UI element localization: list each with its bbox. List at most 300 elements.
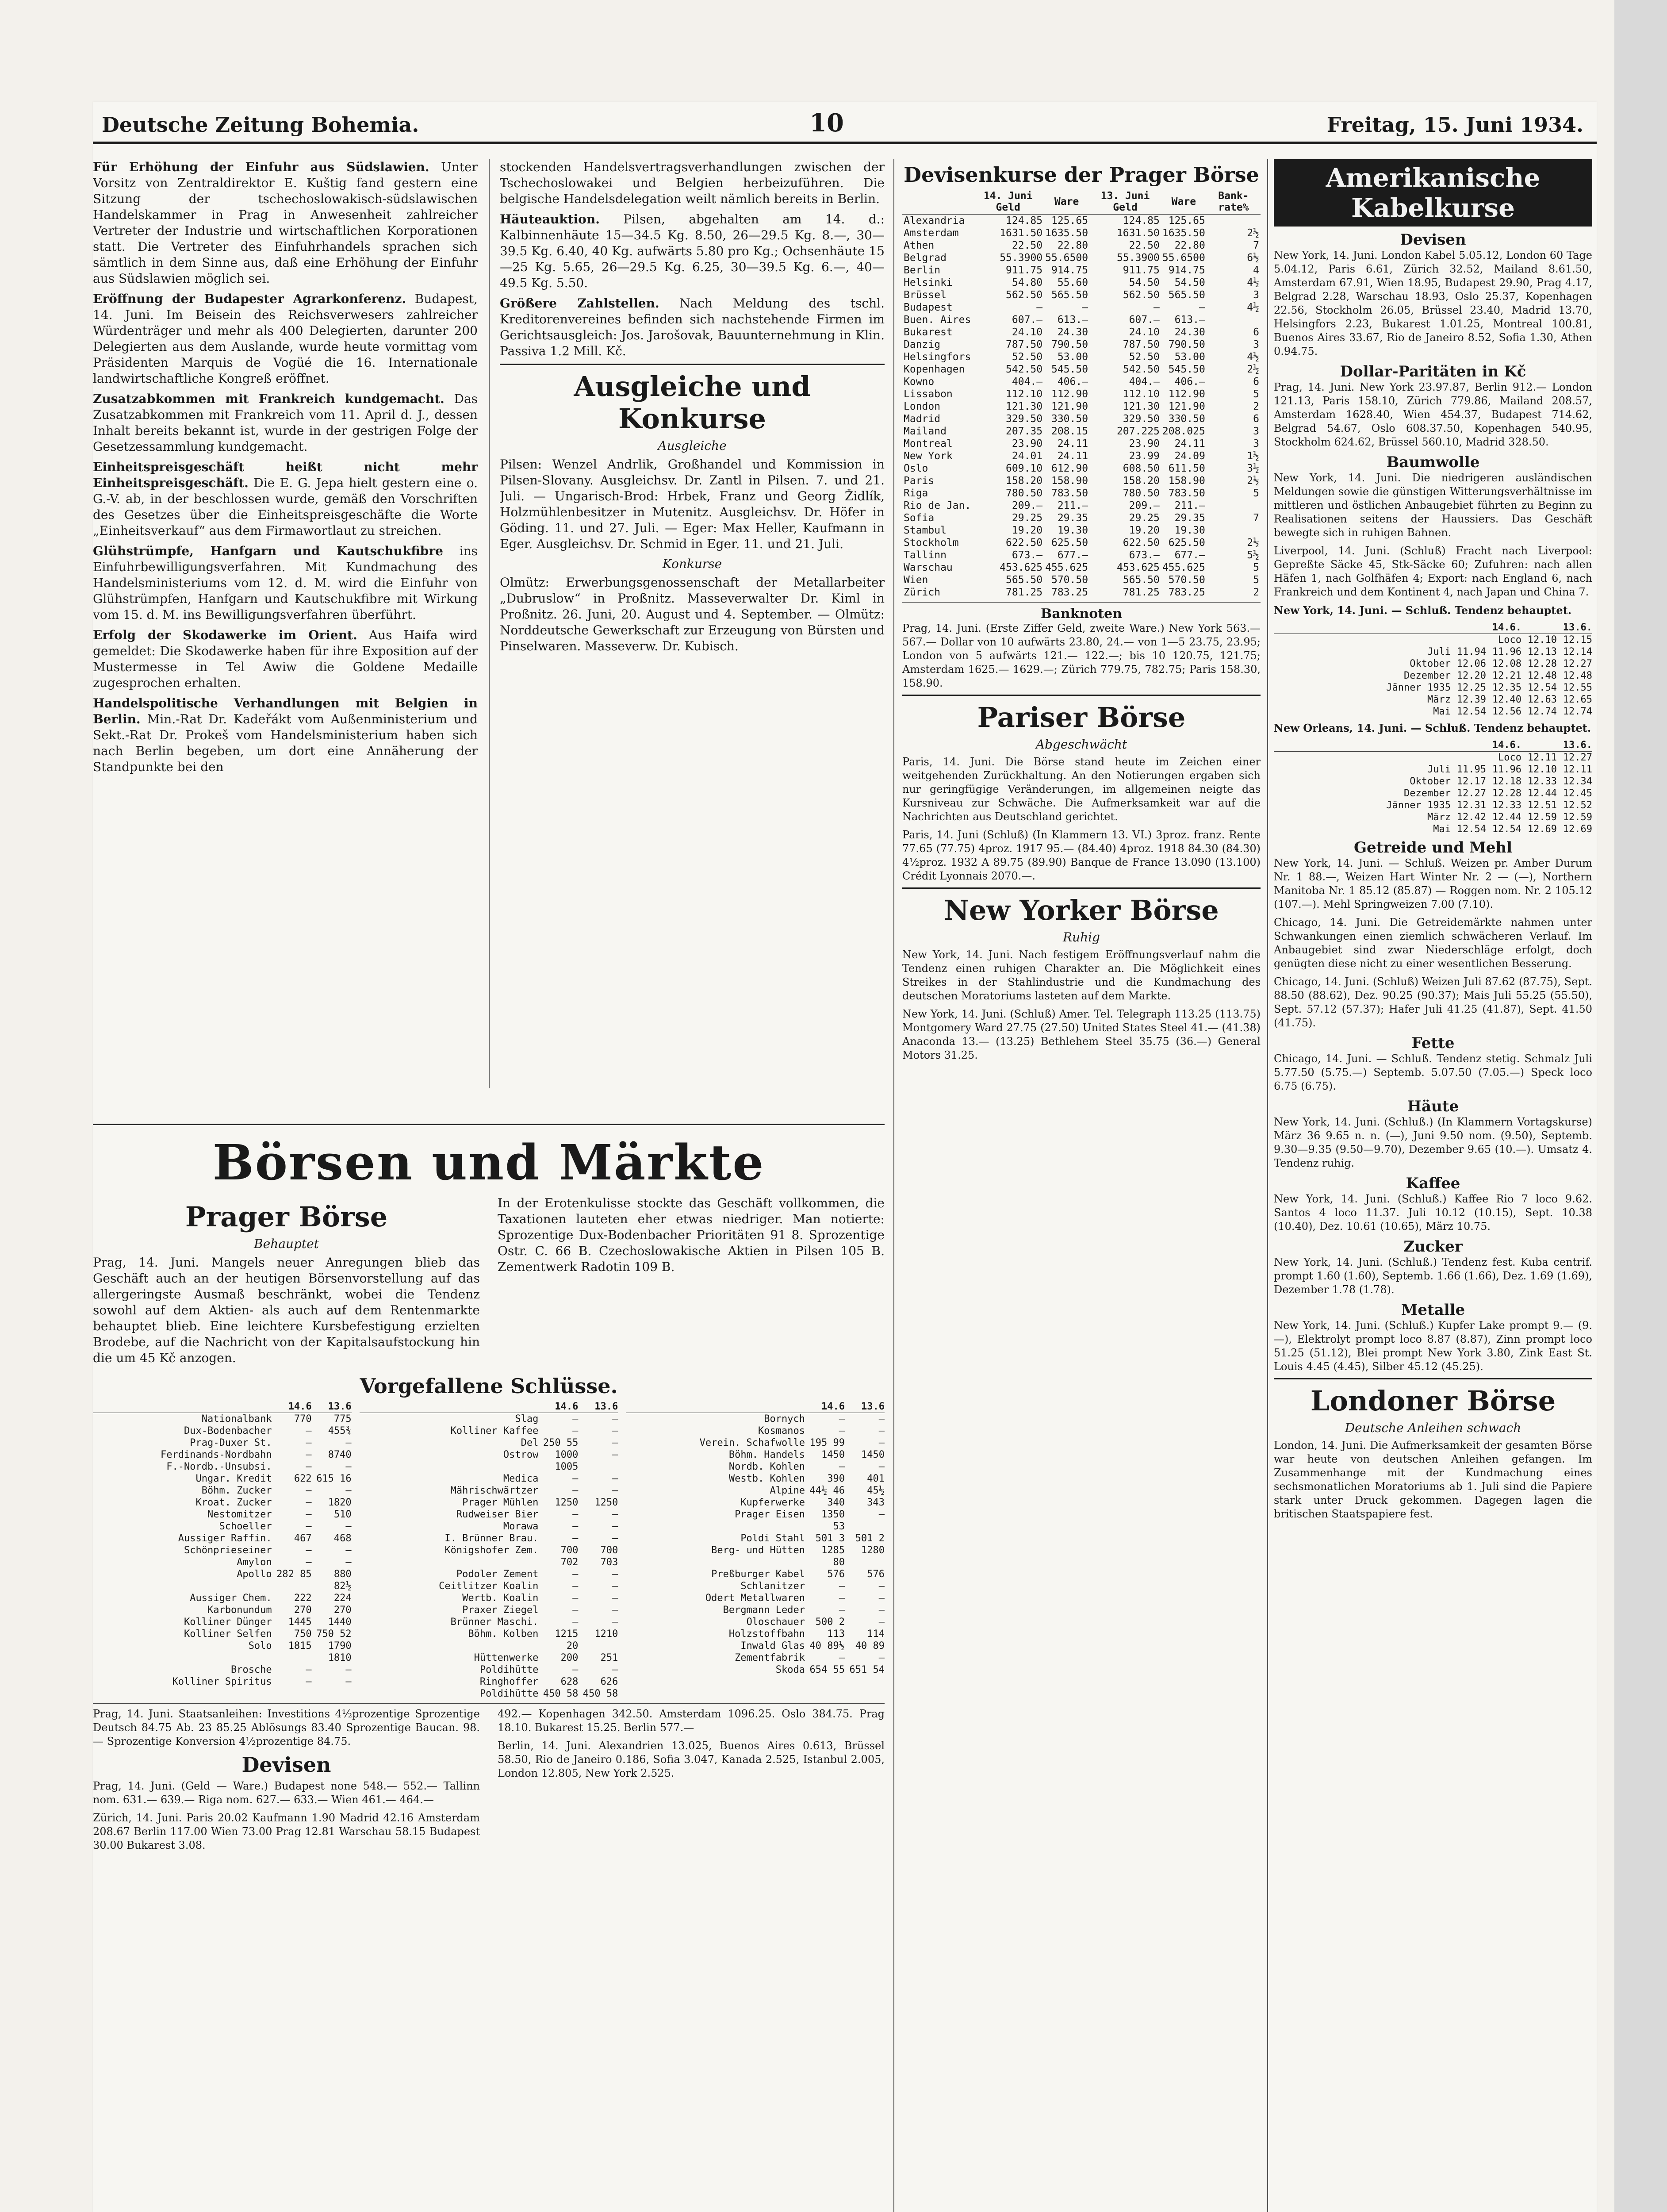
boersen-section xyxy=(93,1119,885,2212)
currency-label: Montreal xyxy=(904,438,953,449)
rate-cell: 781.25 xyxy=(1006,587,1043,598)
rate-cell: 545.50 xyxy=(1051,364,1088,375)
article-pariser-2: Paris, 14. Juni (Schluß) (In Klammern 13. VI.) 3proz. franz. Rente 77.65 (77.75) 4proz. 1917 95.— (84.40) 4proz. 1918 84.30 (84.30) 4½proz. 1932 A 89.75 (89.90) Banque de France 13.090 (13.100) Crédit Lyonnais 2070.—. xyxy=(902,829,1261,882)
trades-grid xyxy=(93,1401,885,1700)
rate-cell: 625.50 xyxy=(1051,537,1088,549)
table-row: Jänner 1935 12.25 12.35 12.54 12.55 xyxy=(1386,682,1592,693)
cotton-ny-label: New York, 14. Juni. — Schluß. Tendenz behauptet. xyxy=(1274,604,1572,617)
rate-cell: 112.10 xyxy=(1006,388,1043,400)
table-row: F.-Nordb.-Unsubsi. — — xyxy=(166,1461,352,1472)
article-devisen-zuerich: Zürich, 14. Juni. Paris 20.02 Kaufmann 1.90 Madrid 42.16 Amsterdam 208.67 Berlin 117.00 Wien 73.00 Prag 12.81 Warschau 58.15 Budapest 30.00 Bukarest 3.08. xyxy=(93,1812,480,1851)
article-devisen-misc: 492.— Kopenhagen 342.50. Amsterdam 1096.25. Oslo 384.75. Prag 18.10. Bukarest 15.25. Berlin 577.— xyxy=(498,1708,885,1734)
table-row xyxy=(902,549,1261,561)
article-newyorker-1: New York, 14. Juni. Nach festigem Eröffnungsverlauf nahm die Tendenz einen ruhigen Charakter an. Die Möglichkeit eines Streikes in der Stahlindustrie und die Kundmachung des deutschen Moratoriums lasteten auf dem Markte. xyxy=(902,949,1261,1002)
table-row: Loco 12.10 12.15 xyxy=(1498,634,1592,645)
rate-cell: 613.— xyxy=(1174,314,1205,326)
masthead: Deutsche Zeitung Bohemia. xyxy=(102,113,419,137)
rate-cell: 24.10 xyxy=(1012,326,1043,338)
rate-cell: 121.90 xyxy=(1168,401,1205,412)
table-row xyxy=(902,289,1261,301)
rate-cell: 542.50 xyxy=(1006,364,1043,375)
rate-cell: 208.025 xyxy=(1162,426,1205,437)
divider xyxy=(93,1124,885,1125)
column-header: 13. Juni Geld xyxy=(1089,189,1161,215)
trades-table-c xyxy=(626,1401,885,1700)
currency-label: Sofia xyxy=(904,512,935,524)
page-header xyxy=(93,102,1597,144)
currency-label: Helsinki xyxy=(904,277,953,288)
rate-cell: 781.25 xyxy=(1123,587,1160,598)
table-row: Nordb. Kohlen — — xyxy=(728,1461,885,1472)
rate-cell: 207.35 xyxy=(1006,426,1043,437)
rate-cell: 783.25 xyxy=(1168,587,1205,598)
article-frankreich: Zusatzabkommen mit Frankreich kundgemacht. Das Zusatzabkommen mit Frankreich vom 11. April d. J., dessen Inhalt bereits bekannt ist, wurde in der gestrigen Folge der Gesetzessammlung kundgemacht. xyxy=(93,392,478,454)
table-row: März 12.39 12.40 12.63 12.65 xyxy=(1427,694,1592,705)
subhead-kaffee: Kaffee xyxy=(1406,1175,1460,1192)
rate-cell: 914.75 xyxy=(1051,265,1088,276)
divider xyxy=(902,695,1261,696)
rate-cell: 453.625 xyxy=(1000,562,1043,573)
table-row xyxy=(902,425,1261,438)
rate-cell: 7 xyxy=(1253,240,1259,251)
rate-cell: 330.50 xyxy=(1168,413,1205,425)
table-row: März 12.42 12.44 12.59 12.59 xyxy=(1427,812,1592,823)
section-title-banknoten: Banknoten xyxy=(1041,606,1122,622)
table-row xyxy=(902,487,1261,499)
table-row: Mai 12.54 12.54 12.69 12.69 xyxy=(1433,824,1592,835)
currency-label: Kowno xyxy=(904,376,935,388)
rate-cell: 2 xyxy=(1253,587,1259,598)
table-row: Poldihütte — — xyxy=(479,1664,618,1675)
article-zucker: New York, 14. Juni. (Schluß.) Tendenz fest. Kuba centrif. prompt 1.60 (1.60), Septemb. 1.66 (1.66), Dez. 1.69 (1.69), Dezember 1.78 (1.78). xyxy=(1274,1256,1592,1296)
article-konkurse: Olmütz: Erwerbungsgenossenschaft der Metallarbeiter „Dubruslow“ in Proßnitz. Masseverwalter Dr. Kiml in Proßnitz. 26. Juni, 20. August und 4. September. — Olmütz: Norddeutsche Gewerkschaft zur Erzeugung von Bürsten und Pinselwaren. Masseverw. Dr. Kubisch. xyxy=(500,575,885,653)
rate-cell: 24.30 xyxy=(1057,326,1088,338)
table-row: Amylon — — xyxy=(237,1557,352,1568)
rate-cell: 3½ xyxy=(1247,463,1259,474)
section-title-prager: Prager Börse xyxy=(185,1201,388,1233)
section-title-ausgleiche: Ausgleiche und Konkurse xyxy=(574,370,811,435)
subhead-london: Deutsche Anleihen schwach xyxy=(1345,1421,1521,1435)
article-dollar: Prag, 14. Juni. New York 23.97.87, Berlin 912.— London 121.13, Paris 158.10, Zürich 779.86, Mailand 208.57, Amsterdam 1628.40, Wien 454.37, Budapest 714.62, Belgrad 54.67, Oslo 608.37.50, Kopenhagen 540.95, Stockholm 624.62, Brüssel 560.10, Madrid 328.50. xyxy=(1274,381,1592,448)
rate-cell xyxy=(1207,524,1261,537)
table-row xyxy=(902,326,1261,338)
rate-cell: 609.10 xyxy=(1006,463,1043,474)
table-row xyxy=(902,574,1261,586)
table-row xyxy=(902,338,1261,351)
column-2 xyxy=(500,159,885,1088)
rate-cell: 24.11 xyxy=(1057,438,1088,449)
column-1 xyxy=(93,159,478,1088)
rate-cell: 565.50 xyxy=(1051,289,1088,301)
rate-cell: 565.50 xyxy=(1168,289,1205,301)
article-devisen-berlin: Berlin, 14. Juni. Alexandrien 13.025, Buenos Aires 0.613, Brüssel 58.50, Rio de Janeiro 0.186, Sofia 3.047, Kanada 2.525, Istanbul 2.005, London 12.805, New York 2.525. xyxy=(498,1740,885,1779)
rate-cell: 608.50 xyxy=(1123,463,1160,474)
table-row: Oktober 12.06 12.08 12.28 12.27 xyxy=(1410,658,1592,669)
subhead-dollar: Dollar-Paritäten in Kč xyxy=(1340,363,1526,380)
table-row: Apollo 282 85 880 82½ xyxy=(237,1569,352,1592)
rate-cell: 125.65 xyxy=(1051,215,1088,227)
rate-cell: 19.20 xyxy=(1129,525,1160,536)
rate-cell: 207.225 xyxy=(1116,426,1160,437)
page-number: 10 xyxy=(809,108,844,138)
table-row xyxy=(902,524,1261,537)
rate-cell: 780.50 xyxy=(1123,488,1160,499)
rate-cell: 6 xyxy=(1253,413,1259,425)
table-row xyxy=(902,239,1261,252)
rate-cell: 55.3900 xyxy=(1116,252,1160,264)
table-row: Poldihütte 450 58 450 58 xyxy=(479,1688,618,1699)
currency-label: Belgrad xyxy=(904,252,947,264)
table-row: Prag-Duxer St. — — xyxy=(190,1437,352,1448)
rate-cell: 4½ xyxy=(1247,302,1259,313)
column-header: Ware xyxy=(1044,189,1089,215)
table-row: Ostrow 1000 1005 — xyxy=(503,1449,618,1472)
rate-cell: 613.— xyxy=(1057,314,1088,326)
rate-cell: 3 xyxy=(1253,438,1259,449)
article-baumwolle-1: New York, 14. Juni. Die niedrigeren ausländischen Meldungen sowie die günstigen Witterungsverhältnisse im mittleren und östlichen Anbaugebiet führten zu Beginn zu Realisationen seitens der Haussiers. Das Geschäft bewegte sich in ruhigen Bahnen. xyxy=(1274,472,1592,539)
rate-cell: 211.— xyxy=(1057,500,1088,511)
rate-cell: 2½ xyxy=(1247,537,1259,549)
rate-cell: — xyxy=(1082,302,1088,313)
article-einheitspreis: Einheitspreisgeschäft heißt nicht mehr Einheitspreisgeschäft. Die E. G. Jepa hielt gestern eine o. G.-V. ab, in der beschlossen wurde, gemäß den Vorschriften des Gesetzes über die Einheitspreisgeschäfte die Worte „Einheitsverkauf“ aus dem Firmawortlaut zu streichen. xyxy=(93,460,478,538)
rate-cell: 453.625 xyxy=(1116,562,1160,573)
rate-cell: 52.50 xyxy=(1012,351,1043,363)
rate-cell: 455.625 xyxy=(1045,562,1088,573)
table-row: Aussiger Chem. 222 224 xyxy=(190,1593,352,1604)
table-row: Kupferwerke 340 343 xyxy=(740,1497,885,1508)
table-row: Podoler Zement — — xyxy=(456,1569,618,1580)
column-rule xyxy=(489,159,490,1088)
subhead-devisen: Devisen xyxy=(1400,231,1466,249)
column-4 xyxy=(1274,159,1592,2212)
table-row: Verein. Schafwolle 195 99 — xyxy=(699,1437,885,1448)
currency-label: Helsingfors xyxy=(904,351,971,363)
article-suedslawien: Für Erhöhung der Einfuhr aus Südslawien. Unter Vorsitz von Zentraldirektor E. Kuštig fand gestern eine Sitzung der tschechoslowakisch-südslawischen Handelskammer in Prag in Anwesenheit zahlreicher Vertreter der Industrie und wirtschaftlichen Korporationen statt. Die Vertreter des Einfuhrhandels sprachen sich sämtlich in dem Sinne aus, daß eine Erhöhung der Einfuhr aus Südslawien möglich sei. xyxy=(93,160,478,286)
article-baumwolle-2: Liverpool, 14. Juni. (Schluß) Fracht nach Liverpool: Gepreßte Säcke 45, Stk-Säcke 60; Zufuhren: nach allen Häfen 1, nach Golfhäfen 4; Export: nach England 6, nach Frankreich und dem Kontinent 4, nach Japan und China 7. xyxy=(1274,545,1592,598)
currency-label: Tallinn xyxy=(904,549,947,561)
rate-cell: 783.25 xyxy=(1051,587,1088,598)
rate-cell: 5 xyxy=(1253,488,1259,499)
column-rule xyxy=(893,159,894,2212)
table-row xyxy=(902,215,1261,227)
currency-label: Athen xyxy=(904,240,935,251)
table-row: Dezember 12.27 12.28 12.44 12.45 xyxy=(1404,788,1592,799)
currency-label: Lissabon xyxy=(904,388,953,400)
rate-cell: 329.50 xyxy=(1006,413,1043,425)
rate-cell: 158.90 xyxy=(1051,475,1088,487)
table-header: 14.6 13.6 xyxy=(360,1401,618,1413)
table-row: Wertb. Koalin — — xyxy=(462,1593,618,1604)
table-row xyxy=(902,462,1261,475)
rate-cell: 622.50 xyxy=(1123,537,1160,549)
rate-cell: 23.90 xyxy=(1129,438,1160,449)
section-title-schluesse: Vorgefallene Schlüsse. xyxy=(360,1374,618,1398)
rate-cell: 330.50 xyxy=(1051,413,1088,425)
rate-cell: — xyxy=(1199,302,1205,313)
table-row: Holzstoffbahn 113 114 xyxy=(728,1628,885,1640)
table-row: Prager Mühlen 1250 1250 xyxy=(462,1497,618,1508)
table-row: Preßburger Kabel 576 576 xyxy=(711,1569,885,1580)
rate-cell: 112.10 xyxy=(1123,388,1160,400)
subhead-pariser: Abgeschwächt xyxy=(1035,737,1127,752)
cotton-no-table xyxy=(1274,739,1592,835)
subhead-zucker: Zucker xyxy=(1403,1238,1463,1256)
rate-cell: 404.— xyxy=(1012,376,1043,388)
rate-cell: 23.90 xyxy=(1012,438,1043,449)
rate-cell: 4½ xyxy=(1247,351,1259,363)
table-row: Dux-Bodenbacher — 455¾ xyxy=(184,1425,352,1436)
newspaper-page xyxy=(93,102,1597,2212)
rate-cell: 790.50 xyxy=(1051,339,1088,350)
table-row: Ferdinands-Nordbahn — 8740 xyxy=(161,1449,352,1460)
table-row: Juli 11.95 11.96 12.10 12.11 xyxy=(1427,764,1592,775)
rate-cell: 55.3900 xyxy=(1000,252,1043,264)
table-row: Brünner Maschi. — — xyxy=(450,1617,618,1628)
subhead-baumwolle: Baumwolle xyxy=(1386,453,1480,471)
rate-cell: 677.— xyxy=(1057,549,1088,561)
table-row: Nestomitzer — 510 xyxy=(207,1509,352,1520)
article-staatsanleihen: Prag, 14. Juni. Staatsanleihen: Investitions 4½prozentige Sprozentige Deutsch 84.75 Ab. 23 85.25 Ablösungs 83.40 Sprozentige Baucan. 98.— Sprozentige Konversion 4½prozentige 84.75. xyxy=(93,1708,480,1747)
table-header: 14.6. 13.6. xyxy=(1274,622,1592,634)
table-row: Kolliner Selfen 750 750 52 xyxy=(184,1628,352,1640)
table-row: Dezember 12.20 12.21 12.48 12.48 xyxy=(1404,670,1592,681)
currency-label: Kopenhagen xyxy=(904,364,965,375)
table-row: Oloschauer 500 2 — xyxy=(746,1617,885,1628)
currency-label: Bukarest xyxy=(904,326,953,338)
rate-cell: 1631.50 xyxy=(1116,227,1160,239)
rate-cell: 783.50 xyxy=(1168,488,1205,499)
currency-label: Wien xyxy=(904,574,928,586)
table-row: Zementfabrik — — xyxy=(735,1652,885,1663)
article-fette: Chicago, 14. Juni. — Schluß. Tendenz stetig. Schmalz Juli 5.77.50 (5.75.—) Septemb. 5.07.50 (7.05.—) Speck loco 6.75 (6.75). xyxy=(1274,1052,1592,1092)
rate-cell: 542.50 xyxy=(1123,364,1160,375)
rate-cell: 565.50 xyxy=(1006,574,1043,586)
rate-cell: 1635.50 xyxy=(1045,227,1088,239)
rate-cell: 24.09 xyxy=(1174,450,1205,462)
table-row xyxy=(902,264,1261,276)
table-row: Prager Eisen 1350 53 — xyxy=(735,1509,885,1532)
table-row: Solo 1815 1790 1810 xyxy=(248,1640,352,1663)
article-belgien-cont: stockenden Handelsvertragsverhandlungen zwischen der Tschechoslowakei und Belgien herbeizuführen. Die belgische Handelsdelegation weilt nämlich bereits in Berlin. xyxy=(500,160,885,206)
rate-cell: 29.35 xyxy=(1174,512,1205,524)
table-row: Juli 11.94 11.96 12.13 12.14 xyxy=(1427,646,1592,657)
table-row: Poldi Stahl 501 3 501 2 xyxy=(740,1533,885,1544)
subhead-getreide: Getreide und Mehl xyxy=(1353,839,1513,856)
article-newyorker-2: New York, 14. Juni. (Schluß) Amer. Tel. Telegraph 113.25 (113.75) Montgomery Ward 27.75 (27.50) United States Steel 41.— (41.38) Anaconda 13.— (13.25) Bethlehem Steel 35.75 (36.—) General Motors 31.25. xyxy=(902,1008,1261,1061)
rate-cell: 53.00 xyxy=(1174,351,1205,363)
rate-cell: 29.25 xyxy=(1012,512,1043,524)
rate-cell: 5½ xyxy=(1247,549,1259,561)
rate-cell: 5 xyxy=(1253,574,1259,586)
currency-label: New York xyxy=(904,450,953,462)
article-getreide-1: New York, 14. Juni. — Schluß. Weizen pr. Amber Durum Nr. 1 88.—, Weizen Hart Winter Nr. 2 — (—), Northern Manitoba Nr. 1 85.12 (85.87) — Roggen nom. Nr. 2 105.12 (107.—). Mehl Springweizen 7.00 (7.10). xyxy=(1274,857,1592,910)
table-row: Kroat. Zucker — 1820 xyxy=(195,1497,352,1508)
table-row: Brosche — — xyxy=(230,1664,352,1675)
rate-cell: 914.75 xyxy=(1168,265,1205,276)
rate-cell: 404.— xyxy=(1129,376,1160,388)
rate-cell: 612.90 xyxy=(1051,463,1088,474)
currency-label: Buen. Aires xyxy=(904,314,971,326)
column-header: Ware xyxy=(1161,189,1207,215)
rate-cell: 125.65 xyxy=(1168,215,1205,227)
rate-cell: 121.30 xyxy=(1123,401,1160,412)
column-header xyxy=(902,189,972,215)
rate-cell: 562.50 xyxy=(1123,289,1160,301)
rate-cell: 607.— xyxy=(1012,314,1043,326)
rate-cell: 6 xyxy=(1253,326,1259,338)
table-row: Berg- und Hütten 1285 80 1280 xyxy=(711,1545,885,1568)
issue-date: Freitag, 15. Juni 1934. xyxy=(1326,113,1583,137)
table-row: Bornych — — xyxy=(764,1413,885,1425)
article-metalle: New York, 14. Juni. (Schluß.) Kupfer Lake prompt 9.— (9.—), Elektrolyt prompt loco 8.87 (8.87), Zinn prompt loco 51.25 (51.12), Blei prompt New York 3.80, Zink East St. Louis 4.45 (4.45), Silber 45.12 (45.25). xyxy=(1274,1319,1592,1373)
article-zahlstellen: Größere Zahlstellen. Nach Meldung des tschl. Kreditorenvereines befinden sich nachstehende Firmen im Gerichtsausgleich: Jos. Jarošovak, Bauunternehmung in Klin. Passiva 1.2 Mill. Kč. xyxy=(500,296,885,358)
table-row xyxy=(902,450,1261,462)
rate-cell xyxy=(1207,499,1261,512)
rate-cell: 52.50 xyxy=(1129,351,1160,363)
table-row: Alpine 44½ 46 45½ xyxy=(770,1485,885,1496)
rate-cell: 54.80 xyxy=(1012,277,1043,288)
currency-label: Zürich xyxy=(904,587,941,598)
subhead-metalle: Metalle xyxy=(1401,1301,1465,1319)
currency-label: Mailand xyxy=(904,426,947,437)
rate-cell: 911.75 xyxy=(1123,265,1160,276)
rate-cell: 29.25 xyxy=(1129,512,1160,524)
table-row: Ceitlitzer Koalin — — xyxy=(439,1581,618,1592)
table-row: Kosmanos — — xyxy=(758,1425,885,1436)
article-banknoten: Prag, 14. Juni. (Erste Ziffer Geld, zweite Ware.) New York 563.— 567.— Dollar von 10 aufwärts 23.80, 24.— von 1—5 23.75, 23.95; London von 5 aufwärts 121.— 122.—; bis 10 120.75, 121.75; Amsterdam 1625.— 1629.—; Zürich 779.75, 782.75; Paris 158.30, 158.90. xyxy=(902,622,1261,689)
rate-cell: 121.90 xyxy=(1051,401,1088,412)
rate-cell xyxy=(1207,215,1261,227)
rate-cell: 23.99 xyxy=(1129,450,1160,462)
section-title-newyorker: New Yorker Börse xyxy=(944,894,1219,926)
table-header: 14.6. 13.6. xyxy=(1274,739,1592,752)
cotton-ny-table xyxy=(1274,622,1592,718)
rate-cell: 3 xyxy=(1253,339,1259,350)
table-row: Skoda 654 55 651 54 xyxy=(775,1664,885,1675)
rate-cell: 158.20 xyxy=(1006,475,1043,487)
currency-label: Madrid xyxy=(904,413,941,425)
table-row: Del 250 55 — xyxy=(521,1437,618,1448)
rate-cell: — xyxy=(1153,302,1160,313)
table-row: Jänner 1935 12.31 12.33 12.51 12.52 xyxy=(1386,800,1592,811)
rate-cell: 19.30 xyxy=(1057,525,1088,536)
rate-cell: 5 xyxy=(1253,388,1259,400)
table-row xyxy=(902,400,1261,413)
article-pariser-1: Paris, 14. Juni. Die Börse stand heute im Zeichen einer weitgehenden Zurückhaltung. An den Notierungen ergaben sich nur geringfügige Veränderungen, im allgemeinen neigte das Kursniveau zur Schwäche. Die Aufmerksamkeit war auf die Nachrichten aus Deutschland gerichtet. xyxy=(902,756,1261,823)
rate-cell: 55.6500 xyxy=(1162,252,1205,264)
article-devisen-prag: Prag, 14. Juni. (Geld — Ware.) Budapest none 548.— 552.— Tallinn nom. 631.— 639.— Riga nom. 627.— 633.— Wien 461.— 464.— xyxy=(93,1780,480,1806)
table-row: Böhm. Zucker — — xyxy=(201,1485,352,1496)
rate-cell: 545.50 xyxy=(1168,364,1205,375)
rate-cell: 406.— xyxy=(1174,376,1205,388)
article-ausgleiche: Pilsen: Wenzel Andrlik, Großhandel und Kommission in Pilsen-Slovany. Ausgleichsv. Dr. Zantl in Pilsen. 7. und 21. Juli. — Ungarisch-Brod: Hrbek, Franz und Georg Židlík, Holzmühlenbesitzer in Mutenitz. Ausgleichsv. Dr. Höfer in Göding. 11. und 27. Juli. — Eger: Max Heller, Kaufmann in Eger. Ausgleichsv. Dr. Schmid in Eger. 11. und 21. Juli. xyxy=(500,457,885,551)
table-row xyxy=(902,252,1261,264)
table-row: Medica — — xyxy=(503,1473,618,1484)
table-row xyxy=(902,314,1261,326)
article-getreide-2: Chicago, 14. Juni. Die Getreidemärkte nahmen unter Schwankungen einen ziemlich schwächeren Verlauf. Im Anbaugebiet sind zwar Niederschläge erfolgt, doch genügten diese nicht zu einer wesentlichen Besserung. xyxy=(1274,916,1592,970)
table-row: Schoeller — — xyxy=(219,1521,352,1532)
table-row xyxy=(902,376,1261,388)
divider xyxy=(1274,1378,1592,1379)
table-row: Nationalbank 770 775 xyxy=(201,1413,352,1425)
rate-cell: 622.50 xyxy=(1006,537,1043,549)
article-skodawerke: Erfolg der Skodawerke im Orient. Aus Haifa wird gemeldet: Die Skodawerke haben für ihre Exposition auf der Mustermesse in Tel Awiw die Goldene Medaille zugesprochen erhalten. xyxy=(93,628,478,690)
rate-cell: 4 xyxy=(1253,265,1259,276)
currency-label: Alexandria xyxy=(904,215,965,227)
rate-cell: 1631.50 xyxy=(1000,227,1043,239)
subhead-ausgleiche: Ausgleiche xyxy=(658,438,727,453)
table-row xyxy=(902,512,1261,524)
rate-cell: 783.50 xyxy=(1051,488,1088,499)
rate-cell: 911.75 xyxy=(1006,265,1043,276)
rate-cell: 455.625 xyxy=(1162,562,1205,573)
divider xyxy=(93,1703,885,1704)
section-title-devisenkurse: Devisenkurse der Prager Börse xyxy=(904,163,1259,187)
table-row: Böhm. Kolben 1215 20 1210 xyxy=(468,1628,618,1651)
rate-cell: — xyxy=(1036,302,1043,313)
rate-cell: 112.90 xyxy=(1168,388,1205,400)
rate-cell: 570.50 xyxy=(1051,574,1088,586)
article-belgien: Handelspolitische Verhandlungen mit Belgien in Berlin. Min.-Rat Dr. Kadeřákt vom Außenministerium und Sekt.-Rat Dr. Prokeš vom Handelsministerium haben sich nach Berlin begeben, um dort eine Annäherung der Standpunkte bei den xyxy=(93,696,478,774)
table-row: Königshofer Zem. 700 702 700 703 xyxy=(445,1545,618,1568)
rate-cell: 55.6500 xyxy=(1045,252,1088,264)
rate-cell: 2 xyxy=(1253,401,1259,412)
article-prager-1: Prag, 14. Juni. Mangels neuer Anregungen blieb das Geschäft auch an der heutigen Börsenvorstellung auf das allergeringste Ausmaß beschränkt, wobei die Tendenz sowohl auf dem Aktien- als auch auf dem Rentenmarkte behauptet blieb. Eine leichtere Kursbefestigung erzielten Brodebe, auf die Nachricht von der Kapitalsaufstockung hin die um 45 Kč anzogen. xyxy=(93,1255,480,1365)
rate-cell: 2½ xyxy=(1247,227,1259,239)
currency-label: Budapest xyxy=(904,302,953,313)
rate-cell: 787.50 xyxy=(1123,339,1160,350)
rate-cell: 121.30 xyxy=(1006,401,1043,412)
currency-label: Stambul xyxy=(904,525,947,536)
rate-cell: 673.— xyxy=(1012,549,1043,561)
table-row: Morawa — — xyxy=(503,1521,618,1532)
table-row: Slag — — xyxy=(515,1413,618,1425)
article-kaffee: New York, 14. Juni. (Schluß.) Kaffee Rio 7 loco 9.62. Santos 4 loco 11.37. Juli 10.12 (10.15), Sept. 10.38 (10.40), Dez. 10.61 (10.65), März 10.75. xyxy=(1274,1193,1592,1233)
subhead-konkurse: Konkurse xyxy=(662,557,722,571)
article-kabel-devisen: New York, 14. Juni. London Kabel 5.05.12, London 60 Tage 5.04.12, Paris 6.61, Zürich 32.52, Mailand 8.61.50, Amsterdam 67.91, Wien 18.95, Budapest 29.90, Prag 4.17, Belgrad 2.28, Warschau 18.93, Oslo 25.37, Kopenhagen 22.56, Stockholm 26.05, Brüssel 23.40, Madrid 13.70, Helsingfors 2.23, Bukarest 1.01.25, Montreal 100.81, Buenos Aires 33.67, Rio de Janeiro 8.52, Sofia 1.30, Athen 0.94.75. xyxy=(1274,249,1592,357)
currency-label: Amsterdam xyxy=(904,227,959,239)
rate-cell: 24.01 xyxy=(1012,450,1043,462)
rate-cell: 570.50 xyxy=(1168,574,1205,586)
rate-cell: 124.85 xyxy=(1123,215,1160,227)
rate-cell: 158.90 xyxy=(1168,475,1205,487)
rate-cell: 2½ xyxy=(1247,475,1259,487)
table-row: Ringhoffer 628 626 xyxy=(479,1676,618,1687)
rate-cell: 211.— xyxy=(1174,500,1205,511)
table-row: Rudweiser Bier — — xyxy=(456,1509,618,1520)
rate-cell: 611.50 xyxy=(1168,463,1205,474)
rate-cell: 673.— xyxy=(1129,549,1160,561)
table-row: Böhm. Handels 1450 1450 xyxy=(728,1449,885,1460)
table-row: Bergmann Leder — — xyxy=(723,1605,885,1616)
rate-cell: 2½ xyxy=(1247,364,1259,375)
table-row: Oktober 12.17 12.18 12.33 12.34 xyxy=(1410,776,1592,787)
rate-cell: 787.50 xyxy=(1006,339,1043,350)
subhead-haeute: Häute xyxy=(1407,1098,1459,1115)
rate-cell: 790.50 xyxy=(1168,339,1205,350)
rate-cell xyxy=(1207,314,1261,326)
rate-cell: 625.50 xyxy=(1168,537,1205,549)
divider xyxy=(500,364,885,365)
currency-label: Oslo xyxy=(904,463,928,474)
section-title-pariser: Pariser Börse xyxy=(977,701,1186,733)
table-row xyxy=(902,537,1261,549)
currency-label: Brüssel xyxy=(904,289,947,301)
rate-cell: 780.50 xyxy=(1006,488,1043,499)
currency-label: Riga xyxy=(904,488,928,499)
table-row: Inwald Glas 40 89½ 40 89 xyxy=(740,1640,885,1651)
rate-cell: 24.11 xyxy=(1057,450,1088,462)
